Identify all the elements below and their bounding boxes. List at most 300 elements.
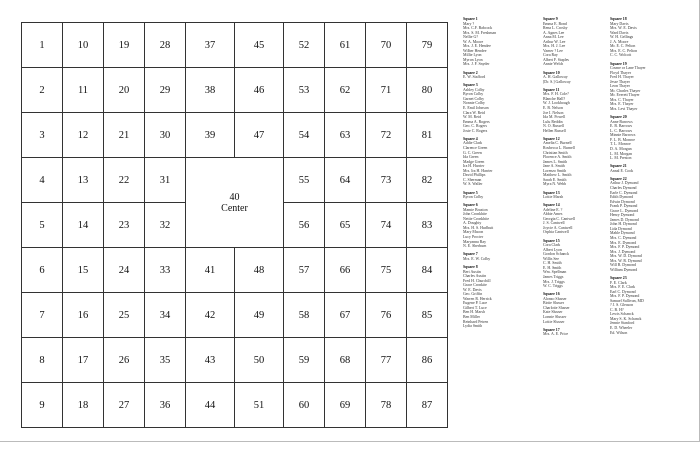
signer-name: Mrs. J. E. Hendee (463, 44, 491, 49)
center-square (185, 157, 284, 248)
square-entry (610, 62, 682, 112)
quilt-square: 15 (62, 247, 104, 293)
signer-name: Warren R. Herrick (463, 296, 492, 301)
signer-name: Edwin Dymond (610, 199, 635, 204)
signer-name: A. Doughty (463, 221, 482, 226)
signer-name: Adeline E. ? (543, 207, 563, 212)
square-entry (543, 17, 615, 67)
square-entry (543, 88, 615, 133)
signer-name: E. H. Smith (543, 265, 562, 270)
quilt-square: 13 (62, 157, 104, 203)
signer-name: Cora Clark (543, 243, 561, 248)
quilt-square: 84 (406, 247, 448, 293)
signer-name: Byron Colby (463, 92, 484, 97)
signer-name: Floyd Thayer (610, 70, 631, 75)
signer-name: J. A. Moore (610, 39, 629, 44)
signer-name: Mamie Braxton (463, 207, 488, 212)
signer-name: Mrs. Levi Thayer (610, 106, 638, 111)
signer-name: W. M. Reid (463, 115, 482, 120)
quilt-square: 25 (103, 292, 145, 338)
signer-name: Ashley Colby (463, 87, 485, 92)
signer-name: Mrs. F. H. Cole? (543, 92, 569, 97)
signer-name: Varner ? Lee (543, 48, 563, 53)
signer-name: Emma E. Bond (543, 21, 567, 26)
signer-name: W. S. Waller (463, 182, 483, 187)
quilt-square: 29 (144, 67, 186, 113)
quilt-square: 71 (365, 67, 407, 113)
quilt-square: 72 (365, 112, 407, 158)
signer-name: Grace L. Dymond (610, 208, 639, 213)
signer-name: Ida Green (463, 155, 479, 160)
signer-name: Birtie Slusser (543, 301, 565, 306)
quilt-square: 56 (283, 202, 325, 248)
quilt-square: 17 (62, 337, 104, 383)
quilt-square: 23 (103, 202, 145, 248)
quilt-square: 75 (365, 247, 407, 293)
quilt-square: 57 (283, 247, 325, 293)
quilt-square: 33 (144, 247, 186, 293)
signer-name: Lottie Marsh (543, 195, 564, 200)
signer-name: Annie Welch (543, 62, 564, 67)
quilt-square: 69 (324, 382, 366, 428)
quilt-square: 30 (144, 112, 186, 158)
signer-name: F. E. Clark (610, 280, 627, 285)
signer-name: F. L. B. Monroe (610, 137, 635, 142)
signer-name: Earle C. Dymond (610, 190, 638, 195)
signer-name: Nettie Cronkhite (463, 216, 490, 221)
square-entry (543, 328, 615, 337)
quilt-square: 68 (324, 337, 366, 383)
square-heading: Square 18 (610, 17, 627, 21)
quilt-square: 78 (365, 382, 407, 428)
square-entry (463, 203, 535, 248)
square-entry (543, 203, 615, 235)
signer-name: Mr. Charles Thayer (610, 88, 641, 93)
quilt-square: 27 (103, 382, 145, 428)
square-entry (610, 164, 682, 173)
signer-name: Frank P. Dymond (610, 204, 638, 209)
quilt-square: 81 (406, 112, 448, 158)
signer-name: Leon Thayer (610, 84, 630, 89)
signer-name: L. C. Barrows (610, 128, 633, 133)
quilt-square: 12 (62, 112, 104, 158)
signer-name: Mrs. C.F. Babcock (463, 26, 493, 31)
signer-name: Lorenzo Smith (543, 168, 567, 173)
signer-name: A. Agnes Lee (543, 30, 565, 35)
quilt-square: 24 (103, 247, 145, 293)
signer-name: ? J. S. Gleason (610, 303, 634, 308)
square-heading: Square 13 (543, 190, 560, 195)
square-entry (610, 276, 682, 335)
quilt-square: 22 (103, 157, 145, 203)
square-heading: Square 15 (543, 238, 560, 243)
quilt-square: 50 (234, 337, 284, 383)
square-entry (463, 17, 535, 67)
signer-name: W. H. Gellings (610, 35, 634, 40)
key-column (610, 17, 682, 339)
quilt-square: 83 (406, 202, 448, 248)
signer-name: C. H. Smith (543, 261, 562, 266)
signer-name: Mrs. Ira H. Harrier (463, 168, 493, 173)
signer-name: Mrs. E. W. Colby (463, 256, 491, 261)
signer-name: Mrs. F. E. Clark (610, 285, 635, 290)
signer-name: Sarah E. Smith (543, 177, 567, 182)
square-heading: Square 3 (463, 83, 478, 88)
signer-name: James D. Dymond (610, 217, 639, 222)
signer-name: David Phillips (463, 173, 486, 178)
signer-name: Mrs. E. Dymond (610, 240, 637, 245)
quilt-square: 11 (62, 67, 104, 113)
quilt-square: 70 (365, 22, 407, 68)
signer-name: L. M. Preston (610, 156, 632, 161)
square-heading: Square 6 (463, 203, 478, 208)
signer-name: Albert Lyon (543, 247, 562, 252)
signer-name: Ben H. Marsh (463, 310, 485, 315)
quilt-square: 79 (406, 22, 448, 68)
signer-name: Albert F. Staples (543, 57, 569, 62)
signer-name: Mary ? (463, 21, 475, 26)
square-heading: Square 22 (610, 176, 627, 181)
quilt-square: 80 (406, 67, 448, 113)
signature-key (463, 17, 695, 427)
signer-name: Grace Cronkite (463, 283, 487, 288)
square-heading: Square 14 (543, 203, 560, 208)
square-entry (610, 177, 682, 272)
signer-name: Byron Colby (463, 195, 484, 200)
quilt-square: 51 (234, 382, 284, 428)
signer-name: Madge Green (463, 159, 485, 164)
signer-name: Abbie Ames (543, 212, 563, 217)
quilt-square: 38 (185, 67, 235, 113)
quilt-square: 36 (144, 382, 186, 428)
quilt-square: 53 (283, 67, 325, 113)
signer-name: Jesse Thayer (610, 79, 630, 84)
signer-name: Lida Dymond (610, 226, 632, 231)
square-entry (463, 191, 535, 200)
signer-name: Fred H. Thayer (610, 75, 634, 80)
quilt-square: 62 (324, 67, 366, 113)
square-entry (543, 137, 615, 187)
quilt-square: 63 (324, 112, 366, 158)
quilt-square: 74 (365, 202, 407, 248)
signer-name: Myra N. Webb (543, 182, 567, 187)
square-heading: Square 19 (610, 61, 627, 66)
square-heading: Square 2 (463, 70, 478, 75)
signer-name: Lulu Reddin (543, 119, 563, 124)
quilt-square: 6 (21, 247, 63, 293)
signer-name: Mrs. A. E. Price (543, 332, 569, 337)
signer-name: Anna M. Lee (543, 35, 564, 40)
signer-name: W. J. Lookhough (543, 101, 570, 106)
signer-name: W. E. Davis (463, 287, 482, 292)
quilt-square: 61 (324, 22, 366, 68)
quilt-square: 34 (144, 292, 186, 338)
signer-name: Mrs. F. P. Dymond (610, 245, 640, 250)
signer-name: Charles Dymond (610, 185, 637, 190)
signer-name: Samuel Sullivan, MD (610, 298, 644, 303)
quilt-square: 7 (21, 292, 63, 338)
signer-name: A. H. Galloway (543, 75, 568, 80)
signer-name: W. C. Triggs (543, 284, 563, 289)
signer-name: Hellen Russell (543, 128, 566, 133)
signer-name: Rosbecca L. Burnell (543, 146, 575, 150)
key-column (463, 17, 535, 332)
signer-name: Georgia C. Cantwell (543, 216, 576, 221)
quilt-square: 86 (406, 337, 448, 383)
signer-name: Mrs. J. Dymond (610, 249, 636, 254)
square-heading: Square 17 (543, 327, 560, 332)
signer-name: Geo. Griffin (463, 292, 483, 297)
quilt-square: 76 (365, 292, 407, 338)
quilt-square: 47 (234, 112, 284, 158)
signer-name: Arthur W. Lee (543, 39, 566, 44)
signer-name: N. E. Sherburn (463, 244, 487, 249)
signer-name: William Dymond (610, 267, 638, 272)
square-entry (610, 17, 682, 58)
quilt-square: 3 (21, 112, 63, 158)
square-heading: Square 8 (463, 264, 478, 269)
signer-name: John H. Dymond (610, 222, 637, 227)
quilt-square: 60 (283, 382, 325, 428)
square-heading: Square 1 (463, 17, 478, 21)
signer-name: Myron Lyon (463, 57, 483, 62)
signer-name: Lonnie Slusser (543, 314, 567, 319)
signer-name: Henry Dymond (610, 213, 635, 218)
quilt-square: 26 (103, 337, 145, 383)
quilt-square: 21 (103, 112, 145, 158)
signer-name: Minnie Barrows (610, 133, 636, 138)
signer-name: Edith Dymond (610, 195, 634, 200)
square-entry (543, 292, 615, 324)
signer-name: Mrs. W. R. Dymond (610, 258, 642, 263)
square-heading: Square 10 (543, 70, 560, 75)
signer-name: E. Emil Johnson (463, 106, 489, 111)
signer-name: Joycie A. Cantwell (543, 225, 573, 230)
quilt-square: 82 (406, 157, 448, 203)
quilt-square: 58 (283, 292, 325, 338)
quilt-square: 18 (62, 382, 104, 428)
signer-name: Ed. Wilson (610, 330, 628, 335)
signer-name: Millie Lyon (463, 53, 482, 58)
signer-name: C. B. H? (610, 307, 624, 312)
signer-name: Jennie Stanford (610, 321, 635, 326)
signer-name: Clarence Green (463, 146, 488, 150)
signer-name: James L. Smith (543, 159, 568, 164)
signer-name: Orphia Cantwell (543, 230, 569, 235)
square-entry (463, 137, 535, 187)
quilt-square: 35 (144, 337, 186, 383)
quilt-square: 41 (185, 247, 235, 293)
signer-name: Mrs. S. M. Freshman (463, 30, 497, 35)
quilt-square: 39 (185, 112, 235, 158)
square-entry (463, 71, 535, 80)
signer-name: L. M. Morgan (610, 151, 632, 156)
signer-name: John Cronkhite (463, 212, 487, 217)
signer-name: Mary Macon (463, 230, 484, 235)
square-heading: Square 12 (543, 136, 560, 141)
signer-name: E. B. Nelson (543, 106, 563, 111)
quilt-square: 77 (365, 337, 407, 383)
signer-name: Florence A. Smith (543, 155, 572, 160)
signer-name: Clara W. Reid (463, 110, 485, 115)
signer-name: Matthew L. Smith (543, 173, 572, 178)
signer-name: Emma A. Rogers (463, 119, 490, 124)
signer-name: Will B. Dymond (610, 263, 636, 268)
square-entry (543, 191, 615, 200)
signer-name: W. A. Moore (463, 39, 484, 44)
signer-name: Addie Clark (463, 141, 483, 146)
signer-name: Gilbert T. Luce (463, 305, 487, 310)
square-heading: Square 11 (543, 87, 560, 92)
signer-name: Willis See (543, 256, 559, 261)
signer-name: Mrs. C. Dymond (610, 235, 637, 240)
signer-name: Kate Slusser (543, 310, 563, 315)
quilt-square: 10 (62, 22, 104, 68)
signer-name: N. O. Russell (543, 124, 564, 129)
signer-name: Mary Davis (610, 21, 629, 26)
quilt-square: 49 (234, 292, 284, 338)
signer-name: Wilber Hendee (463, 48, 487, 53)
square-entry (543, 71, 615, 85)
square-entry (543, 239, 615, 289)
signer-name: Mrs. W. E. Davis (610, 26, 637, 31)
quilt-square: 73 (365, 157, 407, 203)
signer-name: Mrs. H. J. Lee (543, 44, 566, 49)
signer-name: Mable Dymond (610, 231, 635, 236)
quilt-square: 1 (21, 22, 63, 68)
signer-name: Josie C. Rogers (463, 128, 488, 133)
quilt-square: 20 (103, 67, 145, 113)
signer-name: Eugene P. Luce (463, 301, 488, 306)
signer-name: Earl C. Dymond (610, 289, 636, 294)
quilt-square: 19 (103, 22, 145, 68)
quilt-square: 87 (406, 382, 448, 428)
quilt-square: 48 (234, 247, 284, 293)
quilt-grid (21, 22, 433, 425)
signer-name: Charles Austin (463, 274, 487, 279)
signer-name: Garnet Colby (463, 96, 485, 101)
square-entry (610, 115, 682, 160)
signer-name: E. B. Barrows (610, 124, 633, 129)
signer-name: E. W. Stafford (463, 75, 486, 80)
signer-name: Mary S. K. Schanck (610, 316, 642, 321)
signer-name: Anne Barrows (610, 119, 633, 124)
signer-name: Mrs. C. Thayer (610, 97, 634, 102)
signer-name: Mrs. E. Thayer (610, 102, 634, 107)
quilt-square: 65 (324, 202, 366, 248)
quilt-square: 45 (234, 22, 284, 68)
quilt-square: 31 (144, 157, 186, 203)
signer-name: Jane A. Smith (543, 164, 565, 169)
signer-name: T. L. Monroe (610, 142, 631, 147)
signer-name: Mr. Everett Thayer (610, 93, 640, 98)
signer-name: Mrs. H. S. Hurlbutt (463, 225, 494, 230)
signer-name: Arthur J. Dymond (610, 181, 639, 186)
signer-name: Charlotte Slusser (543, 305, 570, 310)
quilt-square: 37 (185, 22, 235, 68)
quilt-square: 43 (185, 337, 235, 383)
signer-name: Rena L. Crosby (543, 26, 568, 31)
square-entry (463, 252, 535, 261)
square-entry (463, 265, 535, 329)
quilt-square: 42 (185, 292, 235, 338)
signer-name: Amelia C. Burnell (543, 141, 572, 146)
signer-name: Nellie G? (463, 35, 479, 40)
signer-name: Mrs. E. C. Pelton (610, 48, 638, 53)
square-heading: Square 5 (463, 190, 478, 195)
signer-name: Mr. E. C. Pelton (610, 44, 636, 49)
signer-name: D. A. Morgan (610, 146, 632, 151)
signer-name: Lewis Schanck (610, 312, 634, 317)
signer-name: Ward Davis (610, 30, 629, 35)
signer-name: James Triggs (543, 275, 564, 279)
square-heading: Square 20 (610, 115, 627, 120)
quilt-square: 44 (185, 382, 235, 428)
signer-name: Mrs. J. F. Snyder (463, 62, 490, 67)
signer-name: Christian Smith (543, 150, 568, 155)
signer-name: Alonzo Slusser (543, 296, 567, 301)
signer-name: Lydia Smith (463, 324, 483, 329)
quilt-square: 46 (234, 67, 284, 113)
quilt-square: 14 (62, 202, 104, 248)
signer-name: E. D. Wheeler (610, 325, 633, 330)
signer-name: G. C. Green (463, 150, 482, 155)
signer-name: Lucy Procter (463, 235, 484, 240)
signer-name: Ira H. Harrier (463, 164, 485, 169)
signer-name: Cora Ray (543, 53, 558, 58)
key-column (543, 17, 615, 340)
square-entry (463, 83, 535, 133)
quilt-square: 5 (21, 202, 63, 248)
quilt-square: 64 (324, 157, 366, 203)
quilt-square: 66 (324, 247, 366, 293)
square-heading: Square 21 (610, 164, 627, 169)
signer-name: Nonnie Colby (463, 101, 485, 106)
signer-name: Bert Austin (463, 269, 481, 274)
square-heading: Square 16 (543, 292, 560, 297)
quilt-square: 59 (283, 337, 325, 383)
quilt-square: 28 (144, 22, 186, 68)
signer-name: Cosme or Lane Thayer (610, 66, 646, 71)
signer-name: Joe I. Nelson (543, 110, 564, 115)
signer-name: Annal E. Cook (610, 168, 634, 173)
signer-name: Mrs. F. P. Dymond (610, 294, 640, 299)
quilt-square: 2 (21, 67, 63, 113)
signer-name: Ben Miller (463, 314, 480, 319)
signer-name: C. C. Wolcott (610, 53, 632, 58)
signer-name: Mrs. J. Triggs (543, 279, 565, 284)
signer-name: Wm. Spellman (543, 270, 567, 275)
quilt-square: 54 (283, 112, 325, 158)
quilt-square: 16 (62, 292, 104, 338)
signer-name: Mrs. W. D. Dymond (610, 254, 642, 259)
signer-name: Geo. C. Rogers (463, 124, 487, 129)
quilt-square: 67 (324, 292, 366, 338)
signer-name: Blanche Hall? (543, 96, 566, 101)
square-heading: Square 7 (463, 252, 478, 257)
center-number: 40 (229, 191, 240, 203)
signer-name: Gordon Schanck (543, 252, 570, 257)
quilt-square: 85 (406, 292, 448, 338)
signer-name: Fred H. Churchill (463, 278, 491, 283)
quilt-square: 32 (144, 202, 186, 248)
square-heading: Square 23 (610, 275, 627, 280)
center-label: Center (221, 202, 248, 214)
bottom-border (0, 441, 700, 442)
quilt-square: 55 (283, 157, 325, 203)
signer-name: Maryanna Ray (463, 239, 487, 244)
signer-name: Ida M. Powell (543, 115, 566, 120)
